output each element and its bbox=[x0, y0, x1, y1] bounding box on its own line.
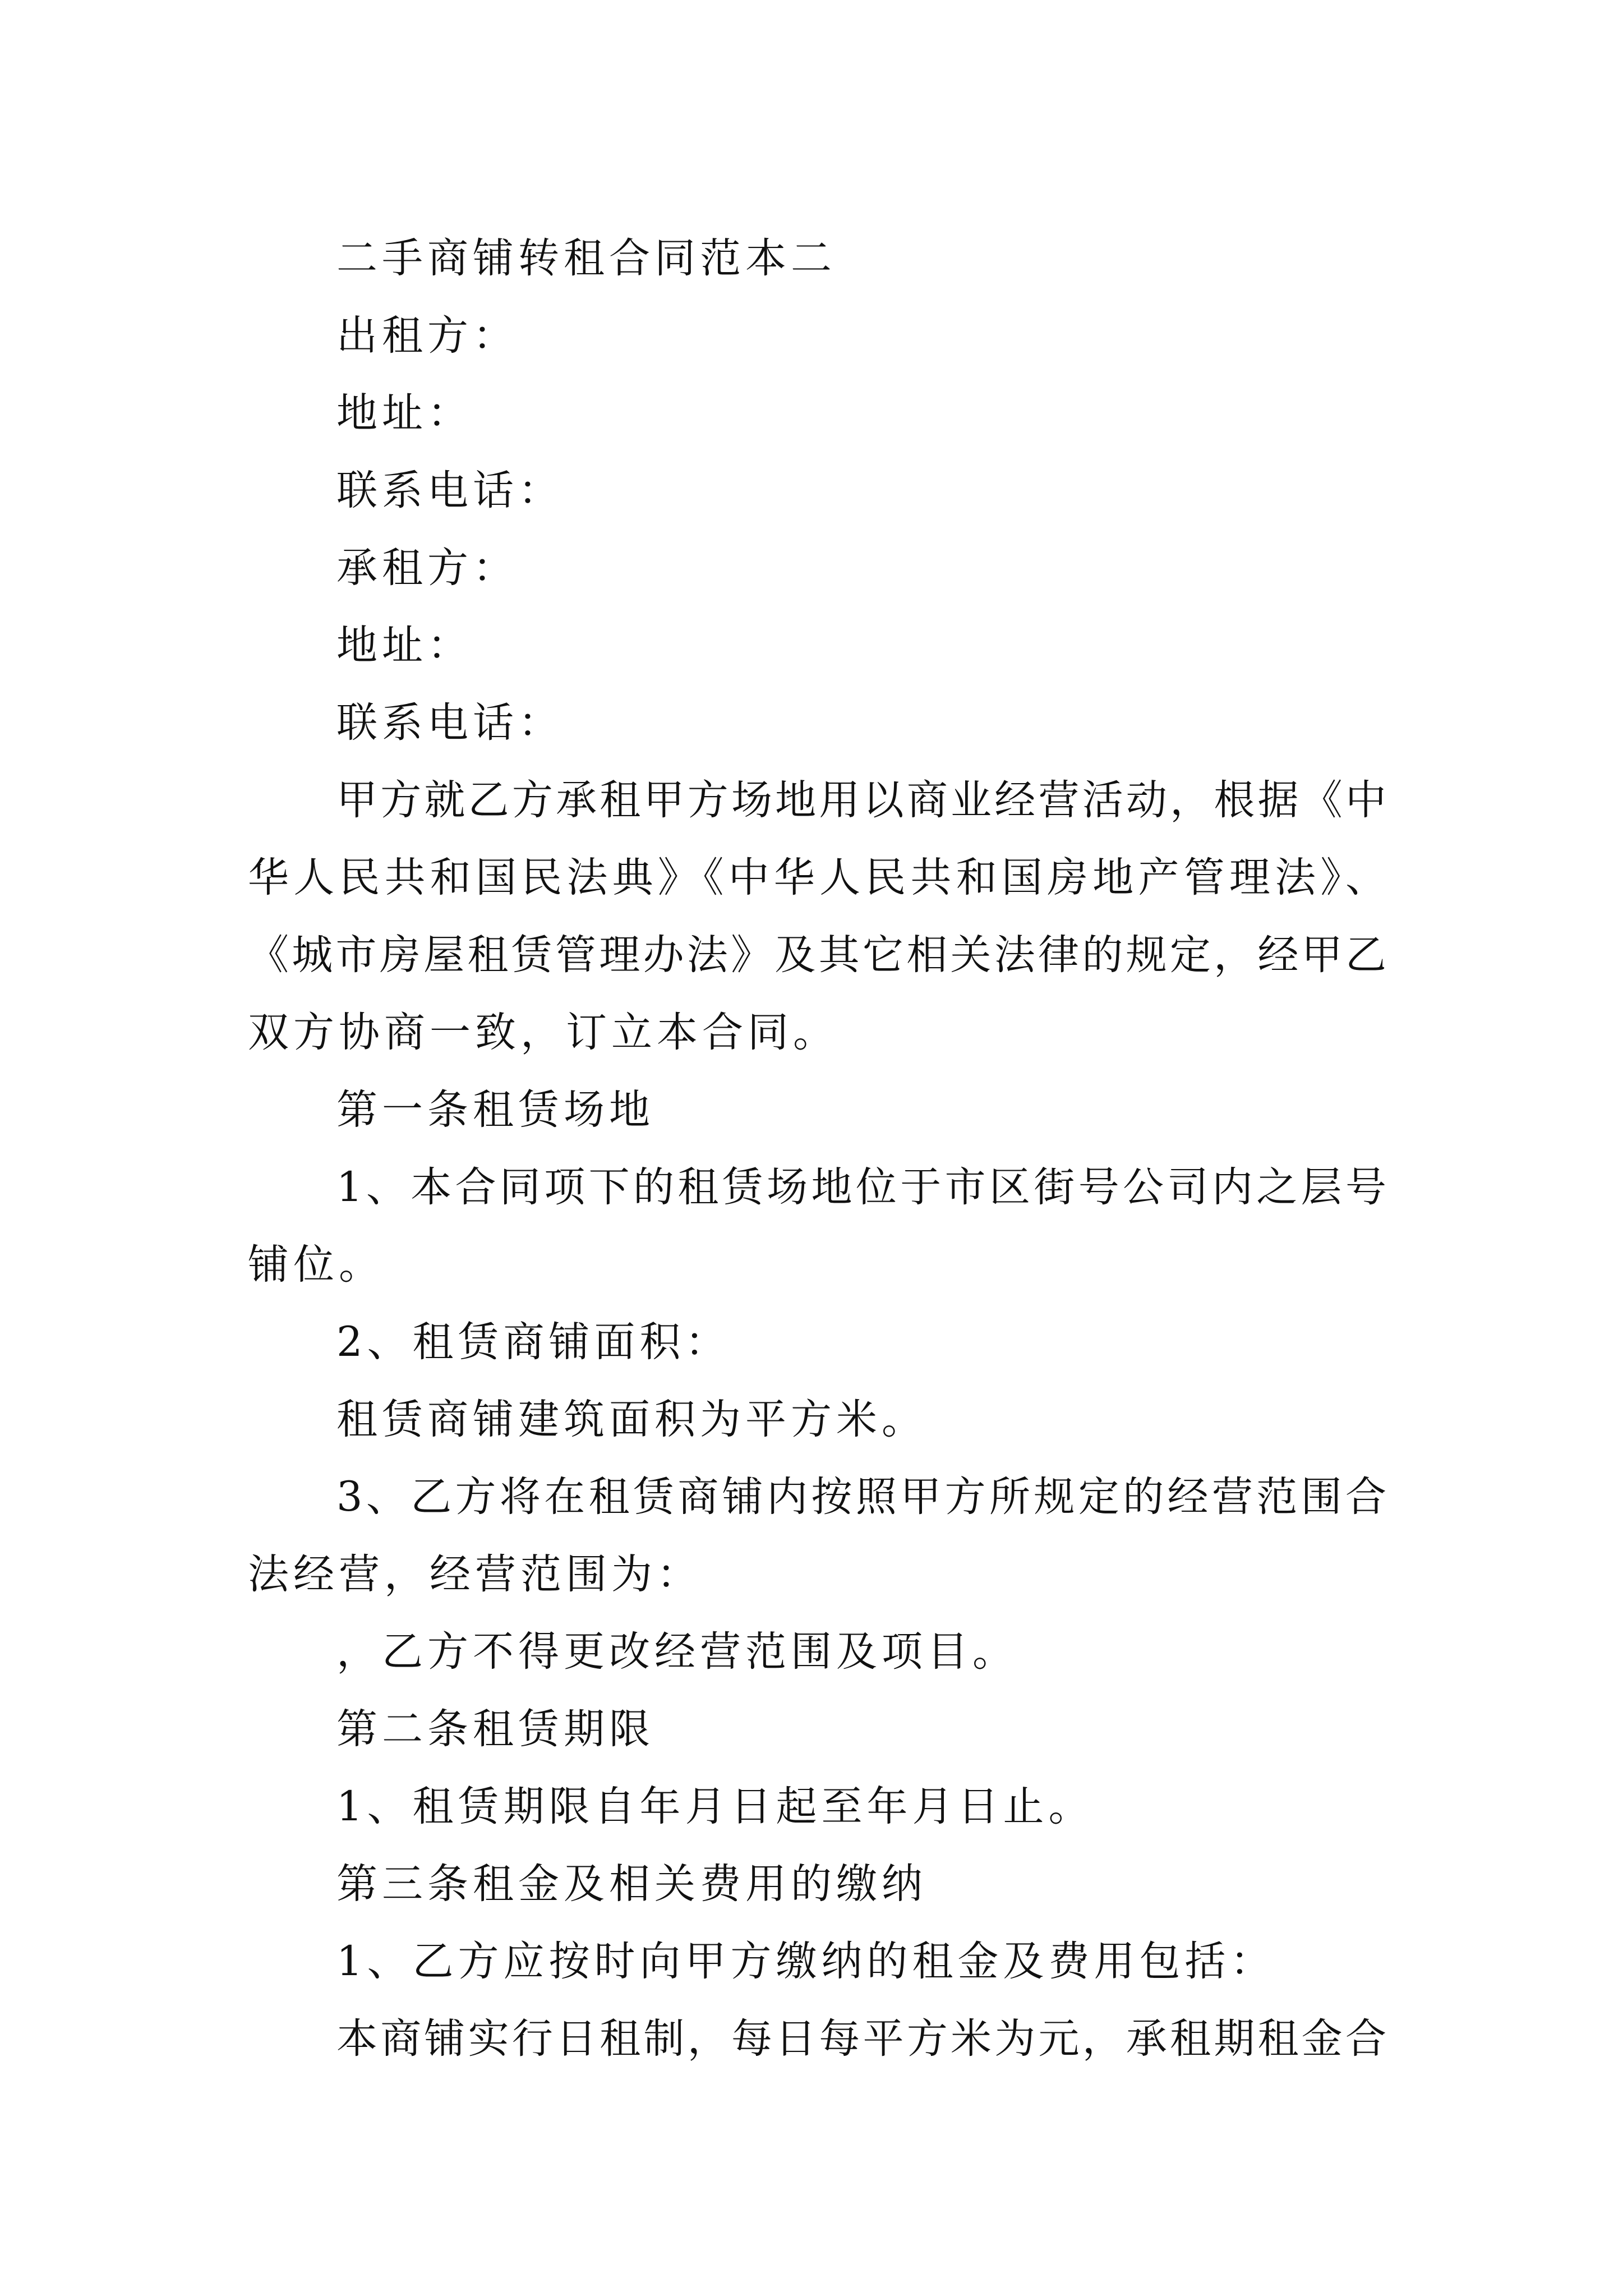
preamble-line: 《城市房屋租赁管理办法》及其它相关法律的规定，经甲乙 bbox=[248, 931, 1386, 979]
document-title: 二手商铺转租合同范本二 bbox=[336, 234, 836, 282]
article2-heading: 第二条租赁期限 bbox=[336, 1705, 654, 1753]
article1-clause2: 2、租赁商铺面积： bbox=[336, 1318, 731, 1366]
lessor-phone-label: 联系电话： bbox=[336, 467, 564, 514]
preamble-line: 双方协商一致，订立本合同。 bbox=[248, 1009, 838, 1056]
clause-line: 法经营，经营范围为： bbox=[248, 1550, 702, 1598]
preamble-paragraph bbox=[248, 762, 1386, 1071]
clause-line: 1、本合同项下的租赁场地位于市区街号公司内之层号 bbox=[336, 1163, 1386, 1211]
preamble-line: 华人民共和国民法典》《中华人民共和国房地产管理法》、 bbox=[248, 854, 1386, 901]
article1-clause3 bbox=[248, 1458, 1386, 1613]
clause-line: 3、乙方将在租赁商铺内按照甲方所规定的经营范围合 bbox=[336, 1473, 1386, 1521]
article1-clause3-detail: ，乙方不得更改经营范围及项目。 bbox=[336, 1628, 1018, 1676]
lessee-phone-label: 联系电话： bbox=[336, 699, 564, 747]
lessee-label: 承租方： bbox=[336, 544, 518, 592]
preamble-line: 甲方就乙方承租甲方场地用以商业经营活动，根据《中 bbox=[336, 776, 1386, 824]
article2-clause1: 1、租赁期限自年月日起至年月日止。 bbox=[336, 1783, 1094, 1830]
document-body bbox=[248, 220, 1386, 2078]
article3-clause1-detail: 本商铺实行日租制，每日每平方米为元，承租期租金合 bbox=[336, 2015, 1386, 2063]
lessee-address-label: 地址： bbox=[336, 622, 473, 669]
article1-clause2-detail: 租赁商铺建筑面积为平方米。 bbox=[336, 1396, 927, 1443]
article3-heading: 第三条租金及相关费用的缴纳 bbox=[336, 1860, 927, 1908]
lessor-label: 出租方： bbox=[336, 312, 518, 360]
clause-line: 铺位。 bbox=[248, 1241, 384, 1289]
article1-heading: 第一条租赁场地 bbox=[336, 1086, 654, 1134]
article3-clause1: 1、乙方应按时向甲方缴纳的租金及费用包括： bbox=[336, 1938, 1276, 1985]
lessor-address-label: 地址： bbox=[336, 389, 473, 437]
article1-clause1 bbox=[248, 1149, 1386, 1304]
